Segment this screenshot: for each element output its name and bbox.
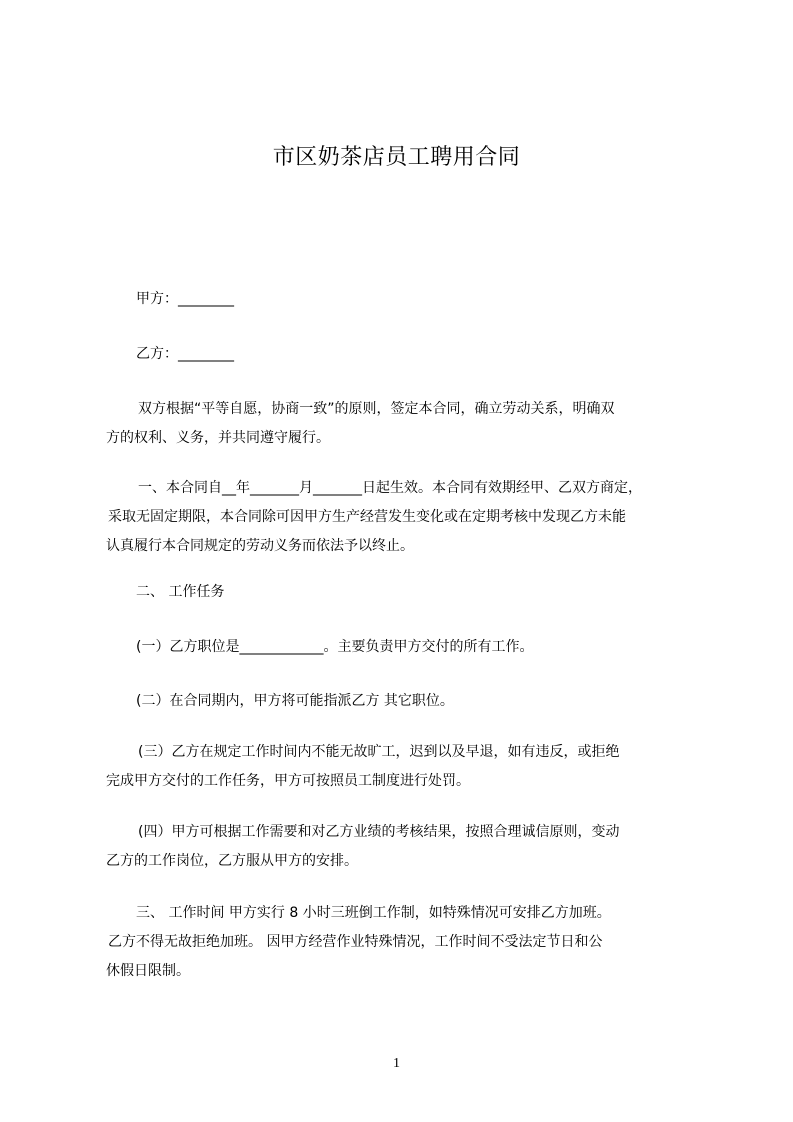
clause-1-line-1: 一、本合同自__年_______月_______日起生效。本合同有效期经甲、乙双方商定， — [138, 480, 642, 496]
clause-1-line-3: 认真履行本合同规定的劳动义务而依法予以终止。 — [106, 538, 414, 554]
clause-2-item-3-line-2: 完成甲方交付的工作任务，甲方可按照员工制度进行处罚。 — [106, 773, 470, 789]
party-b-line — [106, 340, 706, 369]
party-b-text: 乙方：________ — [136, 346, 234, 362]
clause-2-item-4-line-1: (四）甲方可根据工作需要和对乙方业绩的考核结果，按照合理诚信原则，变动 — [138, 824, 620, 840]
clause-3-paragraph — [106, 899, 706, 986]
party-a-line — [106, 285, 706, 314]
clause-2-item-3-line-1: (三）乙方在规定工作时间内不能无故旷工，迟到以及早退，如有违反，或拒绝 — [138, 744, 620, 760]
clause-2-item-2-text: (二）在合同期内，甲方将可能指派乙方 其它职位。 — [136, 693, 454, 709]
clause-3-line-3: 休假日限制。 — [106, 963, 190, 979]
page-title: 市区奶茶店员工聘用合同 — [272, 145, 521, 170]
clause-2-heading — [106, 578, 706, 607]
clause-3-line-2: 乙方不得无故拒绝加班。 因甲方经营作业特殊情况，工作时间不受法定节日和公 — [108, 934, 603, 950]
clause-2-item-4 — [106, 818, 706, 876]
clause-2-item-4-line-2: 乙方的工作岗位，乙方服从甲方的安排。 — [106, 853, 358, 869]
party-a-text: 甲方：________ — [136, 291, 234, 307]
clause-2-item-3 — [106, 738, 706, 796]
clause-2-item-1-text: (一）乙方职位是____________。主要负责甲方交付的所有工作。 — [136, 639, 534, 655]
page-number: 1 — [393, 1056, 400, 1071]
clause-1-paragraph — [106, 474, 706, 561]
clause-2-heading-text: 二、 工作任务 — [136, 584, 225, 600]
preamble-line-1: 双方根据“平等自愿，协商一致”的原则，签定本合同，确立劳动关系，明确双 — [138, 401, 615, 417]
preamble-paragraph — [106, 395, 706, 453]
clause-2-item-2 — [106, 687, 706, 716]
preamble-line-2: 方的权利、义务，并共同遵守履行。 — [106, 430, 330, 446]
clause-1-line-2: 采取无固定期限，本合同除可因甲方生产经营发生变化或在定期考核中发现乙方未能 — [108, 509, 626, 525]
clause-3-line-1: 三、 工作时间 甲方实行 8 小时三班倒工作制，如特殊情况可安排乙方加班。 — [136, 905, 611, 921]
clause-2-item-1 — [106, 633, 706, 662]
